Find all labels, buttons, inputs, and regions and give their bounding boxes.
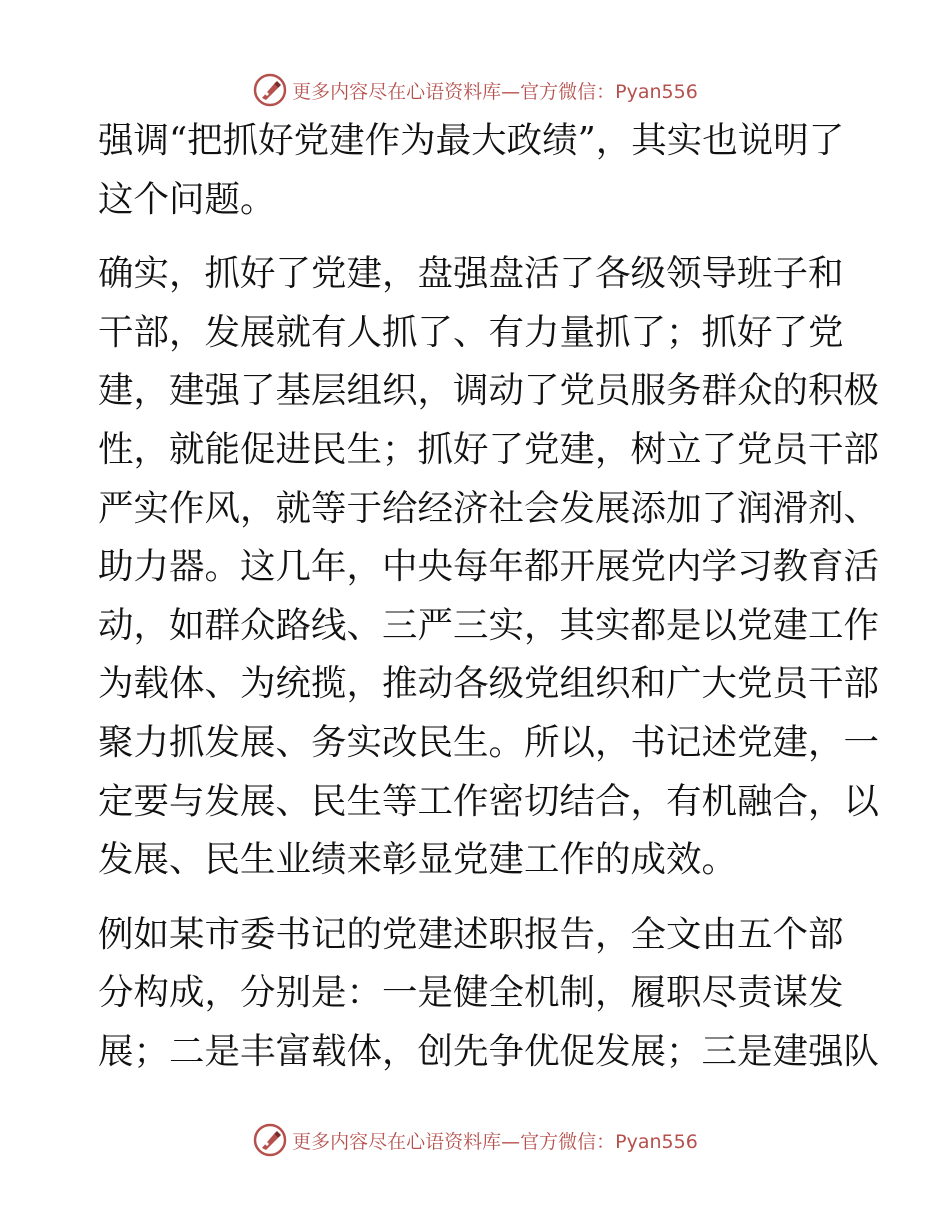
pen-nib-logo-icon [252, 1122, 288, 1158]
text-line: 动，如群众路线、三严三实，其实都是以党建工作 [98, 604, 880, 646]
text-line: 聚力抓发展、务实改民生。所以，书记述党建，一 [98, 721, 880, 763]
text-line: 例如某市委书记的党建述职报告，全文由五个部 [98, 913, 844, 955]
text-line: 定要与发展、民生等工作密切结合，有机融合，以 [98, 780, 880, 822]
document-body [98, 112, 880, 1082]
paragraph-1 [98, 112, 858, 229]
paragraph-3 [98, 906, 880, 1082]
text-line: 建，建强了基层组织，调动了党员服务群众的积极 [98, 370, 880, 412]
text-line: 展；二是丰富载体，创先争优促发展；三是建强队 [98, 1030, 880, 1072]
text-line: 助力器。这几年，中央每年都开展党内学习教育活 [98, 546, 880, 588]
header-banner [0, 70, 950, 110]
footer-banner [0, 1120, 950, 1160]
footer-banner-text: 更多内容尽在心语资料库—官方微信：Pyan556 [292, 1130, 698, 1153]
text-line: 为载体、为统揽，推动各级党组织和广大党员干部 [98, 663, 880, 705]
text-line: 干部，发展就有人抓了、有力量抓了；抓好了党 [98, 311, 844, 353]
text-line: 分构成，分别是：一是健全机制，履职尽责谋发 [98, 972, 844, 1014]
text-line: 严实作风，就等于给经济社会发展添加了润滑剂、 [98, 487, 880, 529]
pen-nib-logo-icon [252, 72, 288, 108]
header-banner-text: 更多内容尽在心语资料库—官方微信：Pyan556 [292, 80, 698, 103]
paragraph-2 [98, 245, 880, 890]
text-line: 确实，抓好了党建，盘强盘活了各级领导班子和 [98, 253, 844, 295]
text-line: 强调“把抓好党建作为最大政绩”，其实也说明了 [98, 120, 845, 161]
text-line: 性，就能促进民生；抓好了党建，树立了党员干部 [98, 428, 880, 470]
text-line: 这个问题。 [98, 178, 276, 220]
text-line: 发展、民生业绩来彰显党建工作的成效。 [98, 839, 738, 881]
